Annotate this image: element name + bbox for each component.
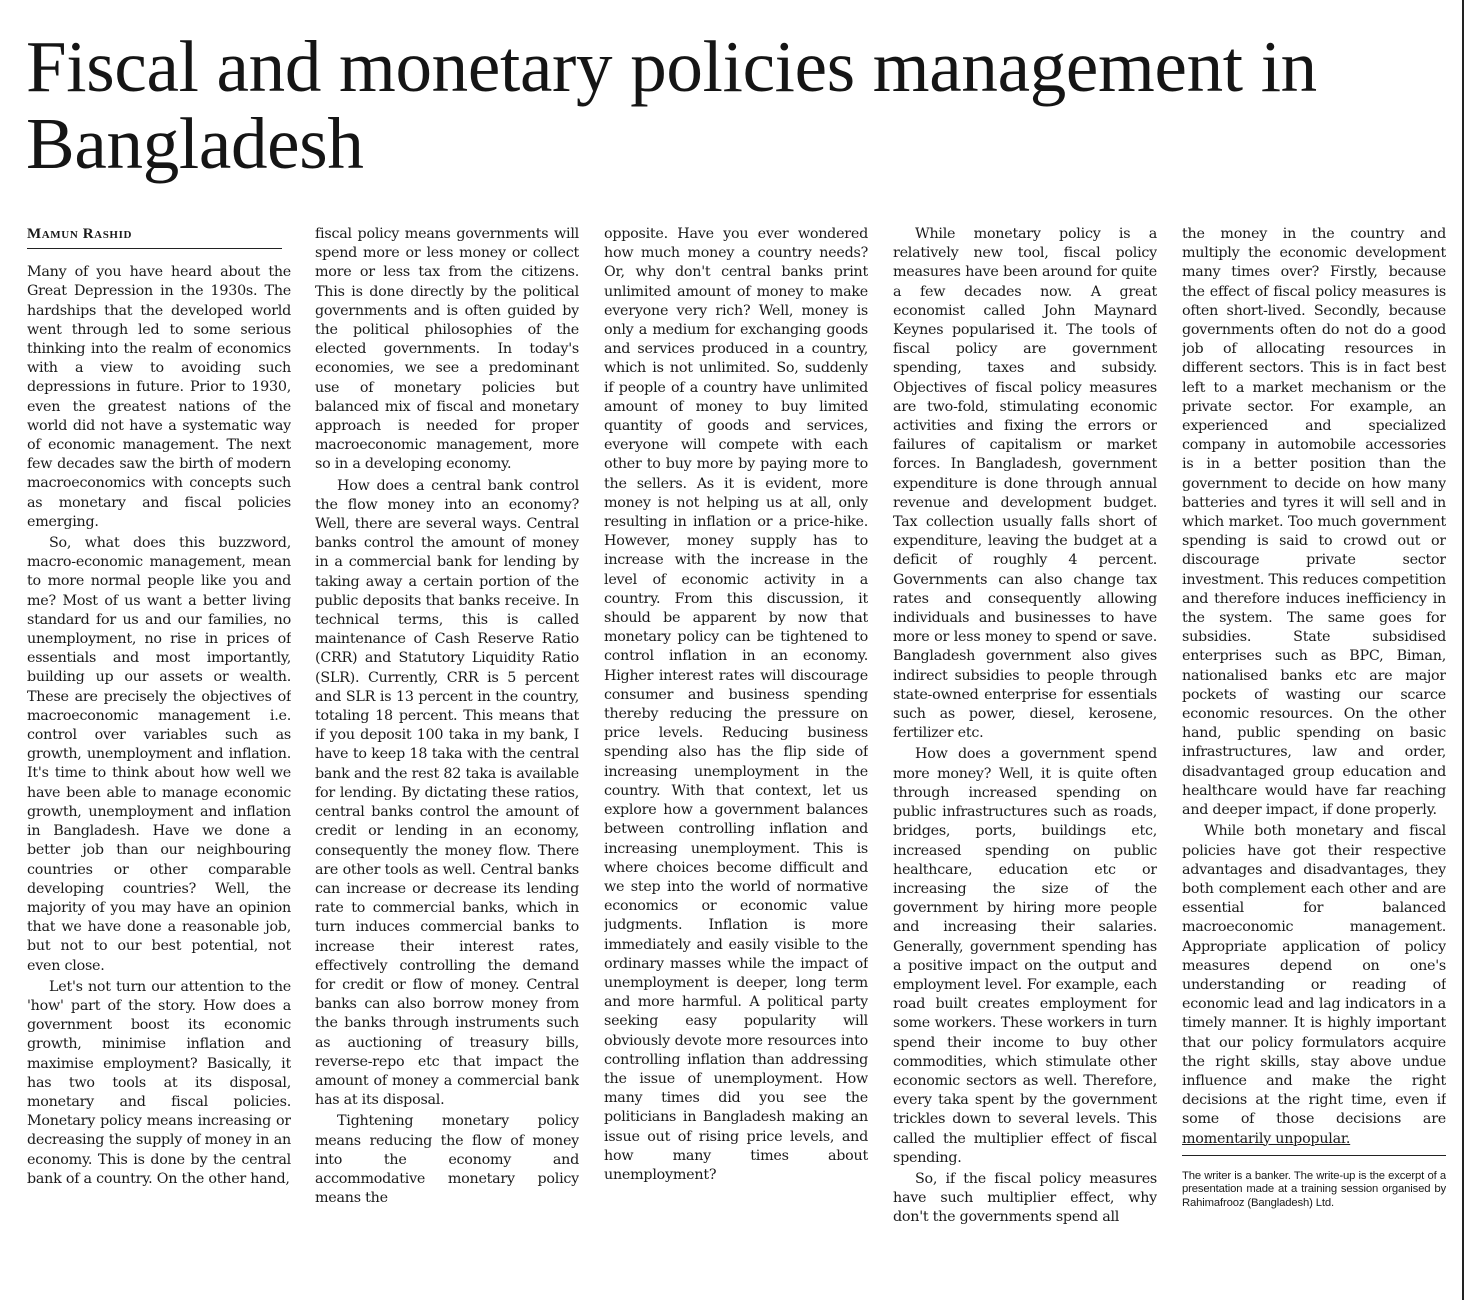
paragraph: So, if the fiscal policy measures have such multiplier effect, why don't the governments spend all [893,1170,1157,1226]
column-4 [893,225,1157,1265]
column-3 [604,225,868,1265]
paragraph: So, what does this buzzword, macro-economic management, mean to more normal people like you and me? Most of us want a better living standard for us and our families, no unemployment, no rise in prices of essentials and most importantly, building up our assets or wealth. These are precisely the objectives of macroeconomic management i.e. control over variables such as growth, unemployment and inflation. It's time to think about how well we have been able to manage economic growth, unemployment and inflation in Bangladesh. Have we done a better job than our neighbouring countries or other comparable developing countries? Well, the majority of you may have an opinion that we have done a reasonable job, but not to our best potential, not even close. [27,535,291,974]
paragraph [1182,822,1446,1148]
author-note: The writer is a banker. The write-up is the excerpt of a presentation made at a training session organised by Rahimafrooz (Bangladesh) Ltd. [1182,1169,1446,1209]
column-2 [315,225,579,1265]
underlined-closing-words: momentarily unpopular. [1182,1130,1351,1147]
column-1 [27,225,291,1265]
article-headline: Fiscal and monetary policies management in Bangladesh [26,26,1317,184]
paragraph: Let's not turn our attention to the 'how' part of the story. How does a government boost its economic growth, minimise inflation and maximise employment? Basically, it has two tools at its disposal, monetary and fiscal policies. Monetary policy means increasing or decreasing the supply of money in an economy. This is done by the central bank of a country. On the other hand, [27,978,291,1187]
paragraph: fiscal policy means governments will spend more or less money or collect more or less tax from the citizens. This is done directly by the political governments and is often guided by the political philosophies of the elected governments. In today's economies, we see a predominant use of monetary policies but balanced mix of fiscal and monetary approach is needed for proper macroeconomic management, more so in a developing economy. [315,226,579,473]
paragraph-text: While both monetary and fiscal policies have got their respective advantages and disadvantages, they both complement each other and are essential for balanced macroeconomic management. Appropriate application of policy measures depend on one's understanding or reading of economic lead and lag indicators in a timely manner. It is highly important that our policy formulators acquire the right skills, stay above undue influence and make the right decisions at the right time, even if some of those decisions are [1182,823,1446,1128]
paragraph: How does a central bank control the flow money into an economy? Well, there are several ways. Central banks control the amount of money in a commercial bank for lending by taking away a certain portion of the public deposits that banks receive. In technical terms, this is called maintenance of Cash Reserve Ratio (CRR) and Statutory Liquidity Ratio (SLR). Currently, CRR is 5 percent and SLR is 13 percent in the country, totaling 18 percent. This means that if you deposit 100 taka in my bank, I have to keep 18 taka with the central bank and the rest 82 taka is available for lending. By dictating these ratios, central banks control the amount of credit or lending in an economy, consequently the money flow. There are other tools as well. Central banks can increase or decrease its lending rate to commercial banks, which in turn induces commercial banks to increase their interest rates, effectively controlling the demand for credit or flow of money. Central banks can also borrow money from the banks through instruments such as auctioning of treasury bills, reverse-repo etc that impact the amount of money a commercial bank has at its disposal. [315,477,579,1109]
paragraph: the money in the country and multiply the economic development many times over? Firstly, because the effect of fiscal policy measures is often short-lived. Secondly, because governments often do not do a good job of allocating resources in different sectors. This is in fact best left to a market mechanism or the private sector. For example, an experienced and specialized company in automobile accessories is in a better position than the government to decide on how many batteries and tyres it will sell and in which market. Too much government spending is said to crowd out or discourage private sector investment. This reduces competition and therefore induces inefficiency in the system. The same goes for subsidies. State subsidised enterprises such as BPC, Biman, nationalised banks etc are major pockets of wasting our scarce economic resources. On the other hand, public spending on basic infrastructures, law and order, disadvantaged group education and healthcare would have far reaching and deeper impact, if done properly. [1182,226,1446,819]
right-column-rule [1462,0,1464,1300]
paragraph: Tightening monetary policy means reducing the flow of money into the economy and accommodative monetary policy means the [315,1113,579,1207]
column-5 [1182,225,1446,1265]
paragraph: While monetary policy is a relatively new tool, fiscal policy measures have been around for quite a few decades now. A great economist called John Maynard Keynes popularised it. The tools of fiscal policy are government spending, taxes and subsidy. Objectives of fiscal policy measures are two-fold, stimulating economic activities and fixing the errors or failures of capitalism or market forces. In Bangladesh, government expenditure is done through annual revenue and development budget. Tax collection usually falls short of expenditure, leaving the budget at a deficit of roughly 4 percent. Governments can also change tax rates and consequently allowing individuals and businesses to have more or less money to spend or save. Bangladesh government also gives indirect subsidies to people through state-owned enterprise for essentials such as power, diesel, kerosene, fertilizer etc. [893,226,1157,742]
author-byline: Mamun Rashid [27,225,282,249]
paragraph: opposite. Have you ever wondered how much money a country needs? Or, why don't central banks print unlimited amount of money to make everyone very rich? Well, money is only a medium for exchanging goods and services produced in a country, which is not unlimited. So, suddenly if people of a country have unlimited amount of money to buy limited quantity of goods and services, everyone will compete with each other to buy more by paying more to the sellers. As it is evident, more money is not helping us at all, only resulting in inflation or a price-hike. However, money supply has to increase with the increase in the level of economic activity in a country. From this discussion, it should be apparent by now that monetary policy can be tightened to control inflation in an economy. Higher interest rates will discourage consumer and business spending thereby reducing the pressure on price levels. Reducing business spending also has the flip side of increasing unemployment in the country. With that context, let us explore how a government balances between controlling inflation and increasing unemployment. This is where choices become difficult and we step into the world of normative economics or economic value judgments. Inflation is more immediately and easily visible to the ordinary masses while the impact of unemployment is deeper, long term and more harmful. A political party seeking easy popularity will obviously devote more resources into controlling inflation than addressing the issue of unemployment. How many times did you see the politicians in Bangladesh making an issue out of rising price levels, and how many times about unemployment? [604,226,868,1183]
paragraph: How does a government spend more money? Well, it is quite often through increased spending on public infrastructures such as roads, bridges, ports, buildings etc, increased spending on public healthcare, education etc or increasing the size of the government by hiring more people and increasing their salaries. Generally, government spending has a positive impact on the output and employment level. For example, each road built creates employment for some workers. These workers in turn spend their income to buy other commodities, which stimulate other economic sectors as well. Therefore, every taka spent by the government trickles down to several levels. This called the multiplier effect of fiscal spending. [893,746,1157,1166]
footnote-divider [1182,1155,1446,1156]
paragraph: Many of you have heard about the Great Depression in the 1930s. The hardships that the developed world went through led to some serious thinking into the realm of economics with a view to avoiding such depressions in future. Prior to 1930, even the greatest nations of the world did not have a systematic way of economic management. The next few decades saw the birth of modern macroeconomics with concepts such as monetary and fiscal policies emerging. [27,264,291,530]
